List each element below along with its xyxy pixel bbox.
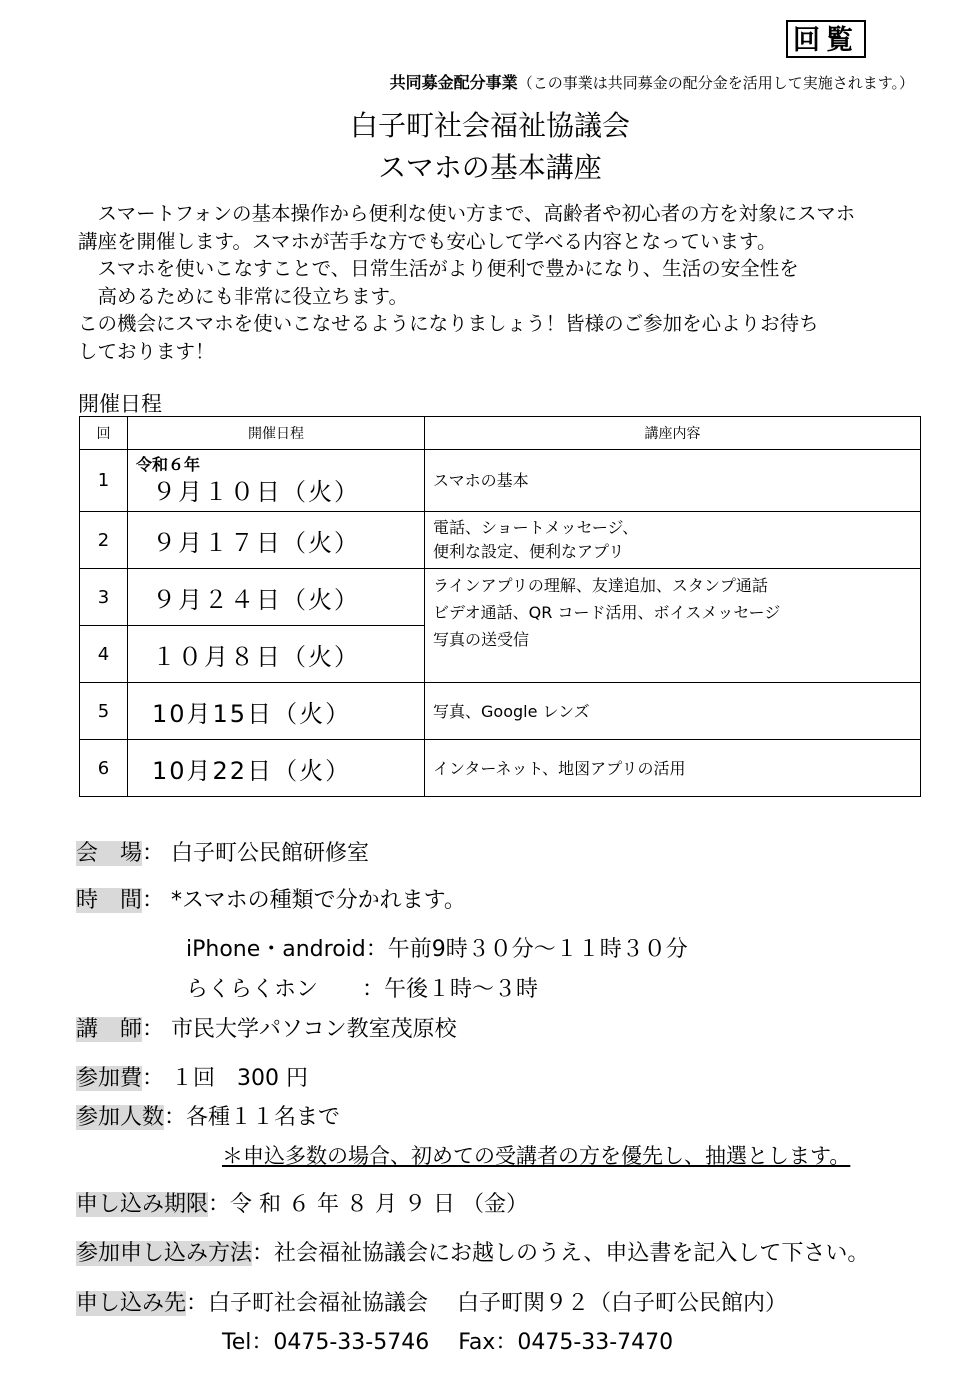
time-value: *スマホの種類で分かれます。 [171,888,466,913]
deadline-value: 令 和 ６ 年 ８ 月 ９ 日 （金） [230,1192,528,1217]
fee-label: 参加費 [76,1066,143,1091]
era-label: 令和６年 [136,455,201,474]
deadline-label: 申し込み期限 [76,1192,209,1217]
schedule-table [79,416,921,797]
intro-line: しております！ [78,339,215,363]
row-content: スマホの基本 [425,450,921,512]
intro-line: スマホを使いこなすことで、日常生活がより便利で豊かになり、生活の安全性を [78,257,799,280]
deadline-sep: ： [208,1192,231,1217]
time-label: 時 間 [76,888,143,913]
row-date: ９月１７日（火） [152,528,360,557]
row-content: 写真、Google レンズ [425,683,921,740]
fee-value: １回 300 円 [171,1066,309,1091]
lottery-note: ＊申込多数の場合、初めての受講者の方を優先し、抽選とします。 [222,1144,851,1168]
apply-to-sep: ： [186,1291,209,1316]
deadline-line [76,1187,528,1218]
kairan-stamp: 回覧 [786,20,866,58]
time-rakuraku: らくらくホン ：午後１時～３時 [186,977,539,1002]
content-line: ビデオ通話、QR コード活用、ボイスメッセージ [433,603,781,622]
row-date-cell [128,569,425,626]
table-row [80,512,921,569]
lecturer-line [76,1012,457,1043]
intro-paragraph [78,200,855,365]
time-iphone: iPhone・android：午前9時３０分～１１時３０分 [186,937,688,962]
row-number: 1 [80,450,128,512]
apply-to-label: 申し込み先 [76,1291,187,1316]
row-date-cell [128,740,425,797]
row-date: 10月22日（火） [152,756,352,785]
row-date: 10月15日（火） [152,699,352,728]
row-content [425,569,921,683]
row-number: 2 [80,512,128,569]
method-label: 参加申し込み方法 [76,1241,253,1266]
capacity-line [76,1100,340,1131]
row-number: 5 [80,683,128,740]
time-line [76,883,466,914]
row-date: ９月１０日（火） [152,478,360,506]
method-sep: ： [252,1241,275,1266]
venue-line [76,836,369,867]
intro-line: 高めるためにも非常に役立ちます。 [78,284,408,308]
table-row [80,569,921,626]
funding-description: （この事業は共同募金の配分金を活用して実施されます。） [517,74,914,92]
intro-line: この機会にスマホを使いこなせるようになりましょう！皆様のご参加を心よりお待ち [78,312,819,335]
schedule-label: 開催日程 [78,392,162,416]
row-content [425,512,921,569]
apply-to-value: 白子町社会福祉協議会 白子町関９２（白子町公民館内） [208,1291,788,1316]
row-content: インターネット、地図アプリの活用 [425,740,921,797]
content-line: 写真の送受信 [433,630,530,649]
table-row [80,740,921,797]
venue-value: 白子町公民館研修室 [171,841,370,866]
table-row [80,450,921,512]
header-number: 回 [80,417,128,450]
row-number: 3 [80,569,128,626]
apply-to-line [76,1286,787,1317]
method-value: 社会福祉協議会にお越しのうえ、申込書を記入して下さい。 [274,1241,870,1266]
capacity-sep: ： [164,1105,187,1130]
fee-sep: ： [142,1066,165,1091]
funding-label: 共同募金配分事業 [389,73,518,92]
content-line: ラインアプリの理解、友達追加、スタンプ通話 [433,576,768,595]
row-date-cell [128,512,425,569]
table-header-row [80,417,921,450]
row-number: 4 [80,626,128,683]
capacity-value: 各種１１名まで [186,1105,341,1130]
organization-name: 白子町社会福祉協議会 [349,109,630,142]
row-date: ９月２４日（火） [152,585,360,614]
contact-line: Tel：0475-33-5746 Fax：0475-33-7470 [222,1330,674,1355]
intro-line: スマートフォンの基本操作から便利な使い方まで、高齢者や初心者の方を対象にスマホ [78,202,856,225]
content-line: 電話、ショートメッセージ、 [433,518,639,537]
intro-line: 講座を開催します。スマホが苦手な方でも安心して学べる内容となっています。 [78,229,777,253]
header-content: 講座内容 [425,417,921,450]
row-date: １０月８日（火） [152,642,360,671]
method-line [76,1236,869,1267]
lecturer-value: 市民大学パソコン教室茂原校 [171,1017,457,1042]
row-date-cell [128,450,425,512]
venue-sep: ： [142,841,165,866]
content-line: 便利な設定、便利なアプリ [433,542,625,561]
row-number: 6 [80,740,128,797]
capacity-label: 参加人数 [76,1105,165,1130]
row-date-cell [128,626,425,683]
table-row [80,683,921,740]
time-sep: ： [142,888,165,913]
funding-note [390,70,914,93]
row-date-cell [128,683,425,740]
lecturer-sep: ： [142,1017,165,1042]
venue-label: 会 場 [76,841,143,866]
header-date: 開催日程 [128,417,425,450]
lecturer-label: 講 師 [76,1017,143,1042]
page-title: スマホの基本講座 [378,151,602,184]
fee-line [76,1061,308,1092]
